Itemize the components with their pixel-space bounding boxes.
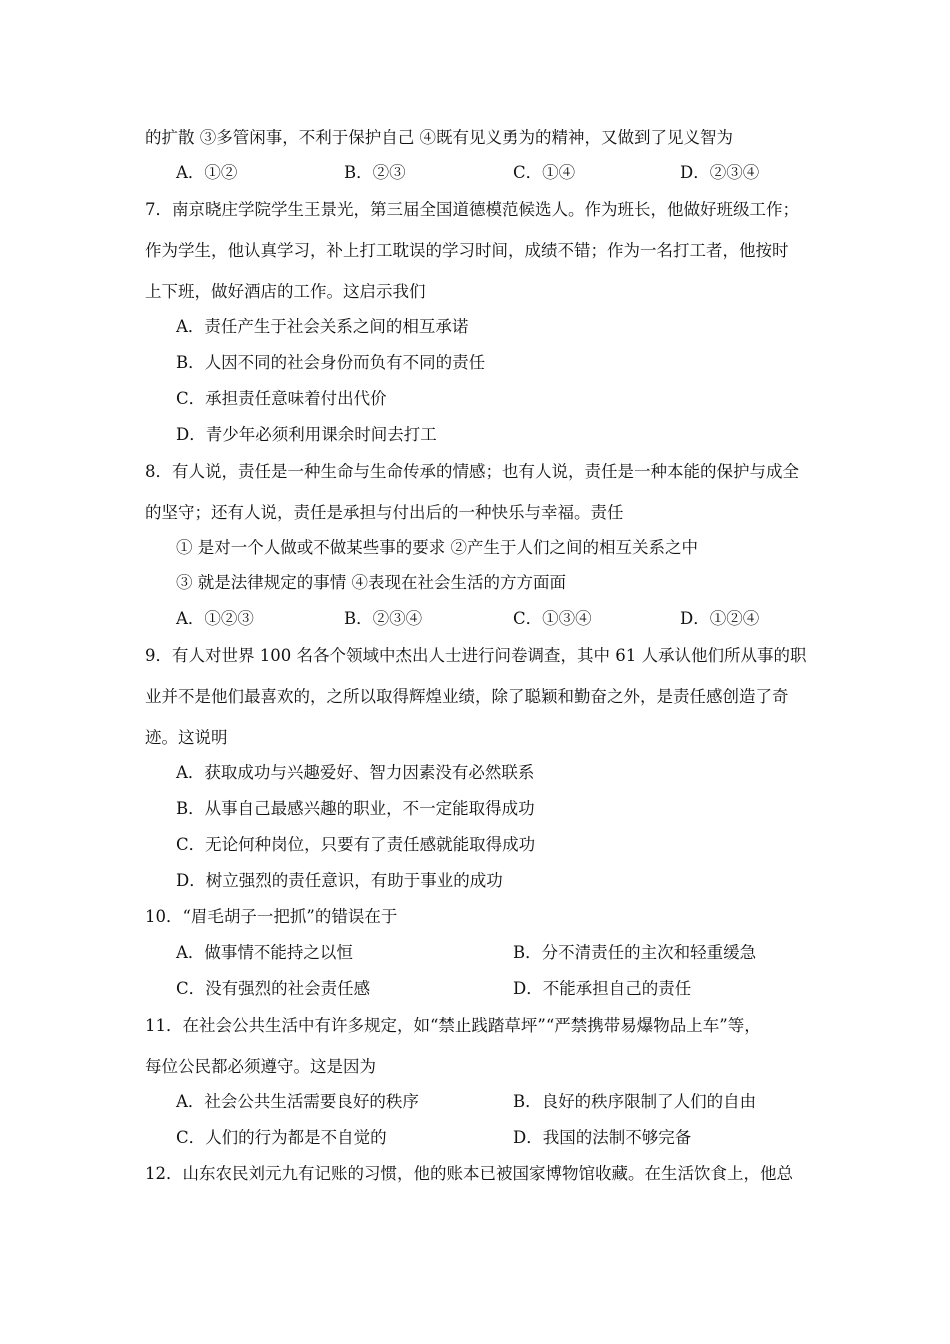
q11-stem-line-1: 11．在社会公共生活中有许多规定，如“禁止践踏草坪”“严禁携带易爆物品上车”等， <box>145 1016 761 1035</box>
q6-option-b: B．②③ <box>344 163 406 182</box>
q9-stem-line-2: 业并不是他们最喜欢的，之所以取得辉煌业绩，除了聪颖和勤奋之外，是责任感创造了奇 <box>145 687 789 706</box>
q7-option-a: A．责任产生于社会关系之间的相互承诺 <box>176 317 469 336</box>
q10-option-c: C．没有强烈的社会责任感 <box>176 979 371 998</box>
q8-stem-line-1: 8．有人说，责任是一种生命与生命传承的情感；也有人说，责任是一种本能的保护与成全 <box>145 462 799 481</box>
q9-option-c: C．无论何种岗位，只要有了责任感就能取得成功 <box>176 835 536 854</box>
q8-option-d: D．①②④ <box>680 609 760 628</box>
q11-option-a: A．社会公共生活需要良好的秩序 <box>176 1092 419 1111</box>
q9-option-a: A．获取成功与兴趣爱好、智力因素没有必然联系 <box>176 763 535 782</box>
q9-option-b: B．从事自己最感兴趣的职业，不一定能取得成功 <box>176 799 535 818</box>
q10-option-a: A．做事情不能持之以恒 <box>176 943 353 962</box>
q9-stem-line-1: 9．有人对世界 100 名各个领域中杰出人士进行问卷调查，其中 61 人承认他们所从事的职 <box>145 646 807 665</box>
q11-option-d: D．我国的法制不够完备 <box>513 1128 692 1147</box>
q6-option-c: C．①④ <box>513 163 576 182</box>
q6-option-a: A．①② <box>176 163 238 182</box>
q9-stem-line-3: 迹。这说明 <box>145 728 228 747</box>
q11-option-b: B．良好的秩序限制了人们的自由 <box>513 1092 757 1111</box>
q7-stem-line-3: 上下班，做好酒店的工作。这启示我们 <box>145 282 426 301</box>
q7-option-b: B．人因不同的社会身份而负有不同的责任 <box>176 353 486 372</box>
q7-option-c: C．承担责任意味着付出代价 <box>176 389 387 408</box>
q8-option-a: A．①②③ <box>176 609 254 628</box>
q12-stem-line-1: 12．山东农民刘元九有记账的习惯，他的账本已被国家博物馆收藏。在生活饮食上，他总 <box>145 1164 793 1183</box>
q8-option-b: B．②③④ <box>344 609 423 628</box>
q11-option-c: C．人们的行为都是不自觉的 <box>176 1128 387 1147</box>
q8-statements-line-1: ① 是对一个人做或不做某些事的要求 ②产生于人们之间的相互关系之中 <box>176 538 698 557</box>
q6-statement-line: 的扩散 ③多管闲事，不利于保护自己 ④既有见义勇为的精神，又做到了见义智为 <box>145 128 733 147</box>
q10-option-b: B．分不清责任的主次和轻重缓急 <box>513 943 757 962</box>
q10-stem: 10．“眉毛胡子一把抓”的错误在于 <box>145 907 398 926</box>
q9-option-d: D．树立强烈的责任意识，有助于事业的成功 <box>176 871 503 890</box>
q10-option-d: D．不能承担自己的责任 <box>513 979 692 998</box>
q7-stem-line-2: 作为学生，他认真学习，补上打工耽误的学习时间，成绩不错；作为一名打工者，他按时 <box>145 241 789 260</box>
q7-stem-line-1: 7．南京晓庄学院学生王景光，第三届全国道德模范候选人。作为班长，他做好班级工作； <box>145 200 799 219</box>
q8-stem-line-2: 的坚守；还有人说，责任是承担与付出后的一种快乐与幸福。责任 <box>145 503 624 522</box>
q11-stem-line-2: 每位公民都必须遵守。这是因为 <box>145 1057 376 1076</box>
q8-statements-line-2: ③ 就是法律规定的事情 ④表现在社会生活的方方面面 <box>176 573 566 592</box>
q7-option-d: D．青少年必须利用课余时间去打工 <box>176 425 437 444</box>
q8-option-c: C．①③④ <box>513 609 592 628</box>
q6-option-d: D．②③④ <box>680 163 760 182</box>
